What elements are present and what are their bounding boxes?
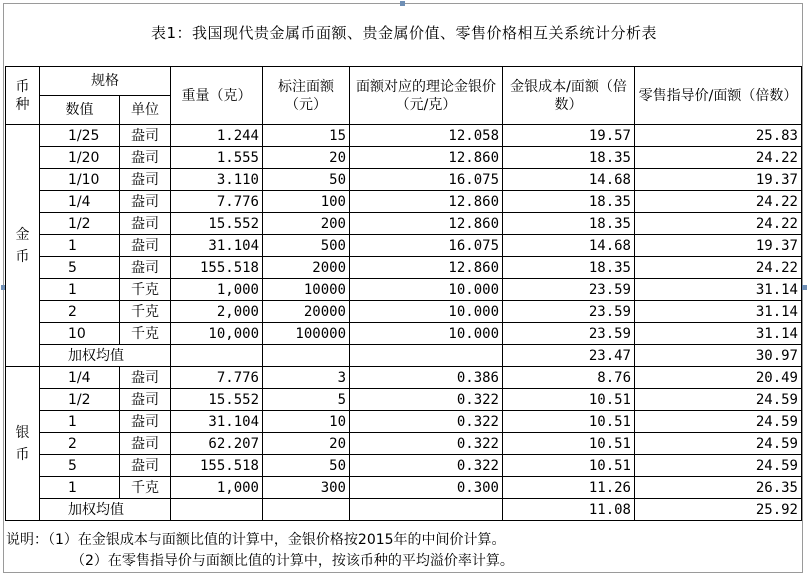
table-row [6, 191, 802, 213]
spec-value-cell: 10 [40, 323, 120, 345]
theory-price-cell: 10.000 [350, 323, 503, 345]
header-spec-unit: 单位 [120, 96, 171, 125]
theory-price-cell: 0.322 [350, 411, 503, 433]
weight-cell: 1,000 [171, 279, 263, 301]
table-row [6, 213, 802, 235]
weight-cell: 15.552 [171, 213, 263, 235]
table-row [6, 433, 802, 455]
cost-ratio-cell: 19.57 [503, 125, 635, 147]
retail-ratio-cell: 24.22 [635, 191, 802, 213]
spec-value-cell: 5 [40, 455, 120, 477]
spec-unit-cell: 千克 [120, 301, 171, 323]
theory-price-cell: 0.322 [350, 455, 503, 477]
spec-value-cell: 1/25 [40, 125, 120, 147]
spec-unit-cell: 千克 [120, 323, 171, 345]
retail-ratio-cell: 24.22 [635, 213, 802, 235]
spec-value-cell: 1/20 [40, 147, 120, 169]
note-line-2: （2）在零售指导价与面额比值的计算中，按该币种的平均溢价率计算。 [71, 553, 514, 569]
spec-unit-cell: 盎司 [120, 191, 171, 213]
spec-value-cell: 2 [40, 301, 120, 323]
cost-ratio-cell: 23.59 [503, 279, 635, 301]
cost-ratio-cell: 10.51 [503, 389, 635, 411]
cost-ratio-cell: 18.35 [503, 147, 635, 169]
face-value-cell: 200 [263, 213, 350, 235]
face-value-cell: 500 [263, 235, 350, 257]
empty-cell [263, 499, 350, 521]
theory-price-cell: 0.386 [350, 367, 503, 389]
spec-value-cell: 2 [40, 433, 120, 455]
cost-ratio-cell: 23.59 [503, 323, 635, 345]
face-value-cell: 50 [263, 455, 350, 477]
theory-price-cell: 10.000 [350, 301, 503, 323]
cost-ratio-cell: 23.59 [503, 301, 635, 323]
face-value-cell: 20 [263, 433, 350, 455]
face-value-cell: 10 [263, 411, 350, 433]
cost-ratio-cell: 18.35 [503, 257, 635, 279]
avg-retail-ratio-cell: 30.97 [635, 345, 802, 367]
weight-cell: 31.104 [171, 411, 263, 433]
weight-cell: 1,000 [171, 477, 263, 499]
face-value-cell: 20 [263, 147, 350, 169]
theory-price-cell: 12.860 [350, 147, 503, 169]
cost-ratio-cell: 14.68 [503, 169, 635, 191]
retail-ratio-cell: 24.59 [635, 433, 802, 455]
weight-cell: 1.244 [171, 125, 263, 147]
retail-ratio-cell: 31.14 [635, 301, 802, 323]
spec-value-cell: 1/4 [40, 191, 120, 213]
header-theory-price: 面额对应的理论金银价（元/克） [350, 67, 503, 125]
table-row [6, 147, 802, 169]
retail-ratio-cell: 25.83 [635, 125, 802, 147]
weighted-average-row [6, 499, 802, 521]
cost-ratio-cell: 18.35 [503, 213, 635, 235]
header-face-value: 标注面额（元） [263, 67, 350, 125]
retail-ratio-cell: 19.37 [635, 169, 802, 191]
resize-handle-right[interactable] [802, 285, 807, 290]
currency-label-gold: 金币 [6, 125, 40, 367]
cost-ratio-cell: 10.51 [503, 433, 635, 455]
spec-unit-cell: 盎司 [120, 235, 171, 257]
retail-ratio-cell: 24.59 [635, 455, 802, 477]
retail-ratio-cell: 24.59 [635, 411, 802, 433]
spec-value-cell: 1/10 [40, 169, 120, 191]
spec-value-cell: 1/2 [40, 389, 120, 411]
theory-price-cell: 12.058 [350, 125, 503, 147]
spec-value-cell: 1 [40, 279, 120, 301]
header-weight: 重量（克） [171, 67, 263, 125]
face-value-cell: 10000 [263, 279, 350, 301]
theory-price-cell: 0.322 [350, 389, 503, 411]
weight-cell: 1.555 [171, 147, 263, 169]
weight-cell: 3.110 [171, 169, 263, 191]
weight-cell: 155.518 [171, 257, 263, 279]
face-value-cell: 50 [263, 169, 350, 191]
spec-unit-cell: 盎司 [120, 367, 171, 389]
table-row [6, 411, 802, 433]
theory-price-cell: 0.300 [350, 477, 503, 499]
spec-unit-cell: 盎司 [120, 411, 171, 433]
retail-ratio-cell: 24.59 [635, 389, 802, 411]
empty-cell [263, 345, 350, 367]
table-row [6, 389, 802, 411]
theory-price-cell: 16.075 [350, 169, 503, 191]
header-spec-value: 数值 [40, 96, 120, 125]
retail-ratio-cell: 24.22 [635, 147, 802, 169]
table-row [6, 125, 802, 147]
spec-unit-cell: 千克 [120, 477, 171, 499]
table-row [6, 323, 802, 345]
avg-cost-ratio-cell: 11.08 [503, 499, 635, 521]
cost-ratio-cell: 18.35 [503, 191, 635, 213]
header-currency: 币种 [6, 67, 40, 125]
cost-ratio-cell: 10.51 [503, 455, 635, 477]
theory-price-cell: 10.000 [350, 279, 503, 301]
table-row [6, 257, 802, 279]
weighted-average-label: 加权均值 [40, 499, 171, 521]
spec-value-cell: 1 [40, 411, 120, 433]
spec-unit-cell: 盎司 [120, 147, 171, 169]
weighted-average-label: 加权均值 [40, 345, 171, 367]
face-value-cell: 100 [263, 191, 350, 213]
face-value-cell: 3 [263, 367, 350, 389]
table-row [6, 301, 802, 323]
spec-value-cell: 1/4 [40, 367, 120, 389]
empty-cell [171, 345, 263, 367]
notes [6, 530, 514, 572]
theory-price-cell: 12.860 [350, 257, 503, 279]
face-value-cell: 20000 [263, 301, 350, 323]
spec-unit-cell: 盎司 [120, 125, 171, 147]
spec-value-cell: 1 [40, 477, 120, 499]
retail-ratio-cell: 31.14 [635, 323, 802, 345]
avg-retail-ratio-cell: 25.92 [635, 499, 802, 521]
header-spec: 规格 [40, 67, 171, 96]
header-cost-ratio: 金银成本/面额（倍数） [503, 67, 635, 125]
empty-cell [350, 345, 503, 367]
header-retail-ratio: 零售指导价/面额（倍数） [635, 67, 802, 125]
retail-ratio-cell: 26.35 [635, 477, 802, 499]
weight-cell: 62.207 [171, 433, 263, 455]
theory-price-cell: 0.322 [350, 433, 503, 455]
face-value-cell: 5 [263, 389, 350, 411]
spec-unit-cell: 盎司 [120, 389, 171, 411]
retail-ratio-cell: 31.14 [635, 279, 802, 301]
spec-value-cell: 1 [40, 235, 120, 257]
retail-ratio-cell: 24.22 [635, 257, 802, 279]
table-row [6, 279, 802, 301]
table-row [6, 169, 802, 191]
spec-unit-cell: 盎司 [120, 213, 171, 235]
note-line-1: 说明：（1）在金银成本与面额比值的计算中，金银价格按2015年的中间价计算。 [6, 532, 506, 548]
spec-value-cell: 5 [40, 257, 120, 279]
currency-label-silver: 银币 [6, 367, 40, 521]
spec-unit-cell: 千克 [120, 279, 171, 301]
theory-price-cell: 16.075 [350, 235, 503, 257]
table-title: 表1：我国现代贵金属币面额、贵金属价值、零售价格相互关系统计分析表 [150, 24, 658, 42]
face-value-cell: 100000 [263, 323, 350, 345]
cost-ratio-cell: 10.51 [503, 411, 635, 433]
table-row [6, 235, 802, 257]
table-row [6, 477, 802, 499]
weight-cell: 7.776 [171, 191, 263, 213]
retail-ratio-cell: 20.49 [635, 367, 802, 389]
weighted-average-row [6, 345, 802, 367]
spec-unit-cell: 盎司 [120, 257, 171, 279]
face-value-cell: 300 [263, 477, 350, 499]
spec-unit-cell: 盎司 [120, 455, 171, 477]
weight-cell: 2,000 [171, 301, 263, 323]
avg-cost-ratio-cell: 23.47 [503, 345, 635, 367]
empty-cell [171, 499, 263, 521]
statistics-table [5, 66, 802, 521]
face-value-cell: 15 [263, 125, 350, 147]
weight-cell: 10,000 [171, 323, 263, 345]
weight-cell: 7.776 [171, 367, 263, 389]
face-value-cell: 2000 [263, 257, 350, 279]
cost-ratio-cell: 14.68 [503, 235, 635, 257]
weight-cell: 31.104 [171, 235, 263, 257]
spec-unit-cell: 盎司 [120, 169, 171, 191]
table-row [6, 455, 802, 477]
theory-price-cell: 12.860 [350, 213, 503, 235]
spec-value-cell: 1/2 [40, 213, 120, 235]
spec-unit-cell: 盎司 [120, 433, 171, 455]
table-row [6, 367, 802, 389]
empty-cell [350, 499, 503, 521]
theory-price-cell: 12.860 [350, 191, 503, 213]
weight-cell: 155.518 [171, 455, 263, 477]
weight-cell: 15.552 [171, 389, 263, 411]
cost-ratio-cell: 11.26 [503, 477, 635, 499]
resize-handle-top[interactable] [400, 1, 405, 6]
retail-ratio-cell: 19.37 [635, 235, 802, 257]
cost-ratio-cell: 8.76 [503, 367, 635, 389]
